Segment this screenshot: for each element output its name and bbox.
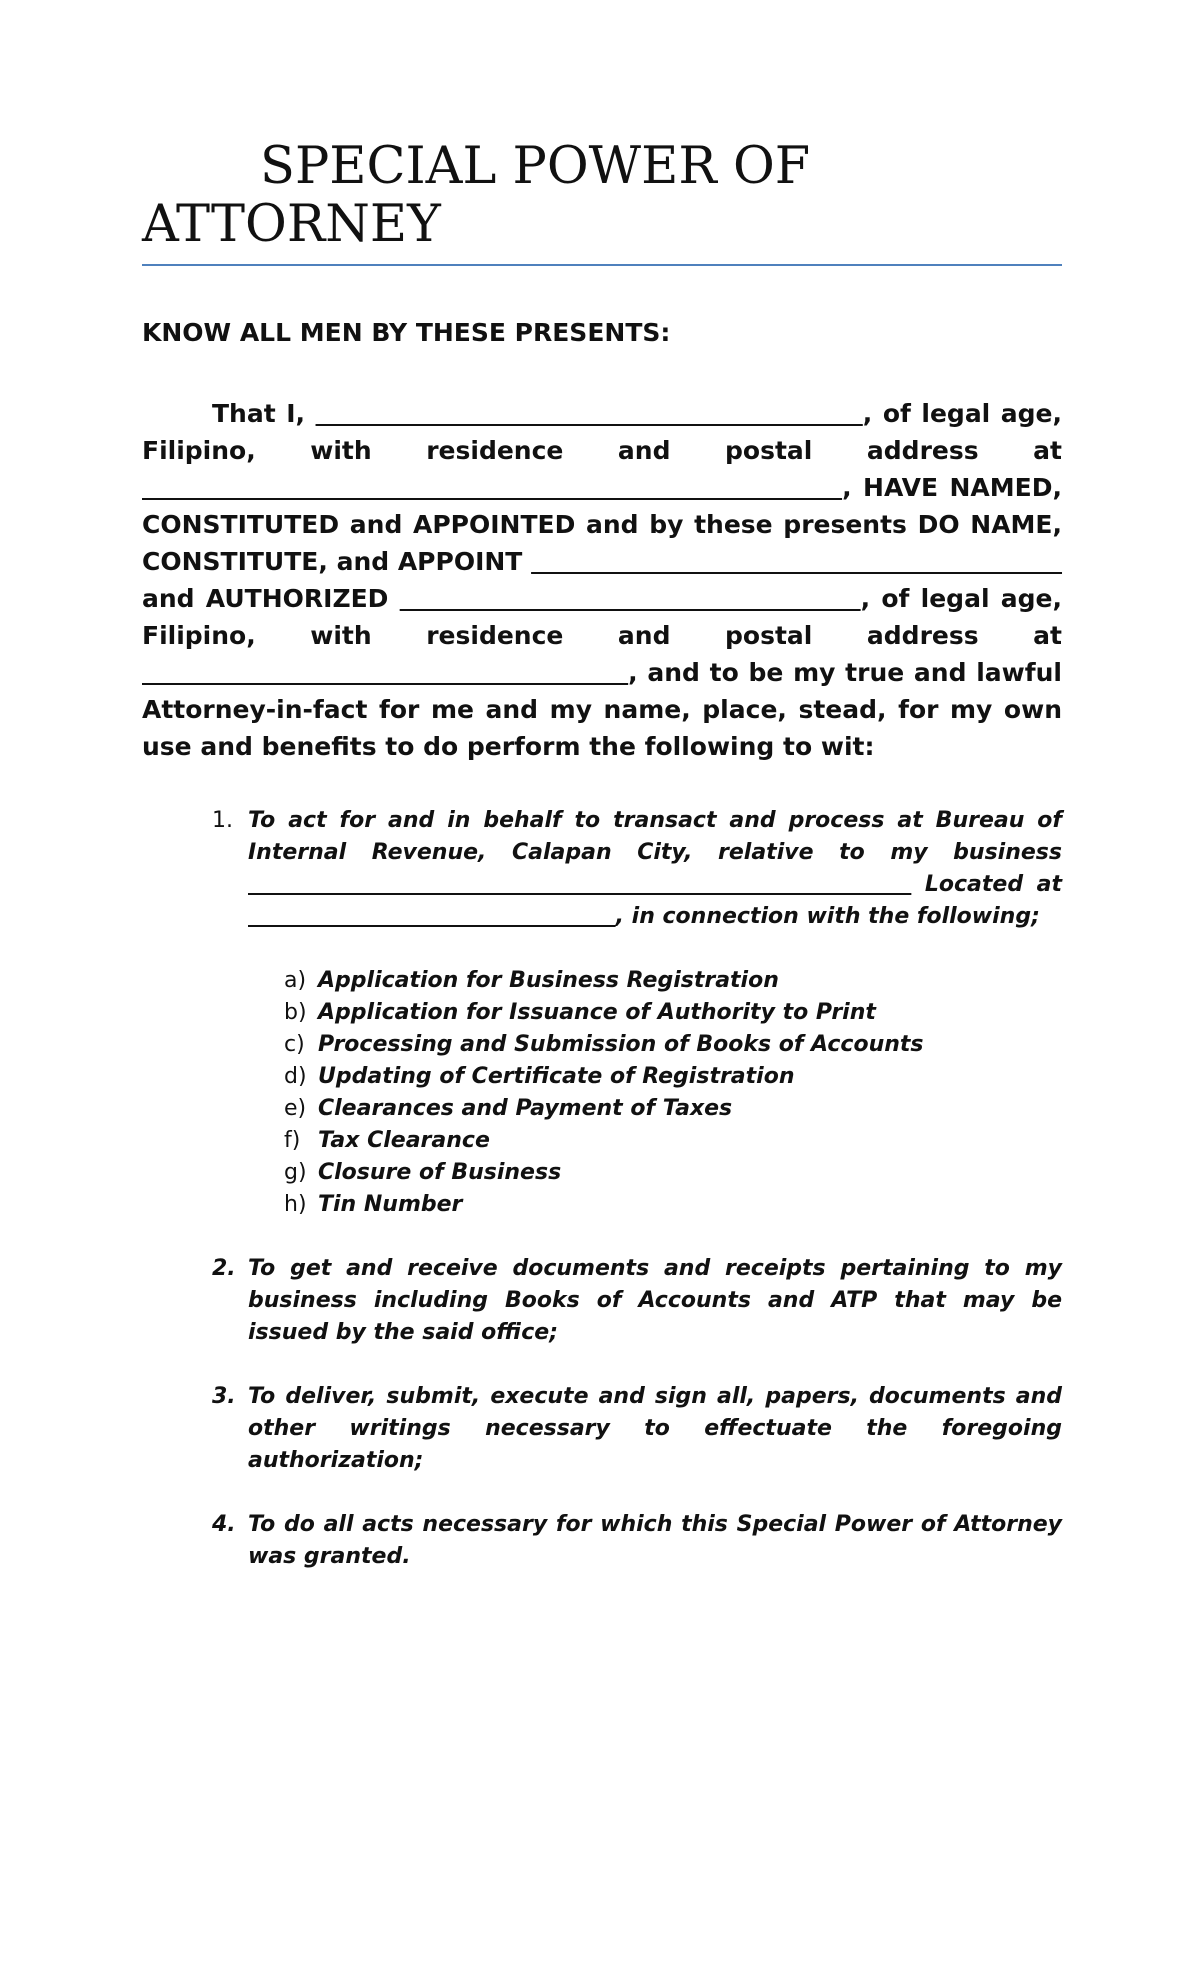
- list-item-text: Tin Number: [318, 1192, 463, 1217]
- list-item: [248, 1061, 1062, 1093]
- principal-name-blank: [316, 399, 863, 428]
- list-item: [248, 1157, 1062, 1189]
- list-letter: h): [284, 1192, 307, 1217]
- power-item-2: [142, 1253, 1062, 1349]
- intro-text-1: That I,: [212, 399, 316, 428]
- list-number: 3.: [212, 1384, 236, 1409]
- list-item: [248, 965, 1062, 997]
- list-letter: e): [284, 1096, 307, 1121]
- list-number: 2.: [212, 1256, 236, 1281]
- list-item: [248, 1093, 1062, 1125]
- list-item: [248, 997, 1062, 1029]
- list-letter: c): [284, 1032, 305, 1057]
- intro-text-6: , and to be my true and lawful Attorney-in-fact for me and my name, place, stead, for my own use and benefits to do perform the following to wit:: [142, 658, 1062, 761]
- business-location-blank: [248, 904, 616, 929]
- list-letter: a): [284, 968, 307, 993]
- authorized-name-blank: [400, 584, 861, 613]
- list-item: [248, 1029, 1062, 1061]
- list-letter: b): [284, 1000, 307, 1025]
- salutation-heading: KNOW ALL MEN BY THESE PRESENTS:: [142, 318, 671, 347]
- intro-text-3: , HAVE NAMED, CONSTITUTED and APPOINTED and by these presents DO NAME, CONSTITUTE, and APPOINT: [142, 473, 1062, 576]
- list-item-text: Clearances and Payment of Taxes: [318, 1096, 733, 1121]
- power-item-3-text: To deliver, submit, execute and sign all, papers, documents and other writings necessary to effectuate the foregoing authorization;: [248, 1384, 1062, 1473]
- list-item-text: Closure of Business: [318, 1160, 562, 1185]
- power-item-1-text-a: To act for and in behalf to transact and process at Bureau of Internal Revenue, Calapan City, relative to my business: [248, 808, 1062, 865]
- list-item-text: Application for Business Registration: [318, 968, 779, 993]
- list-letter: f): [284, 1128, 301, 1153]
- list-item-text: Tax Clearance: [318, 1128, 490, 1153]
- intro-paragraph: [142, 395, 1062, 765]
- intro-text-4: and AUTHORIZED: [142, 584, 400, 613]
- list-number: 4.: [212, 1512, 236, 1537]
- powers-list: [142, 805, 1062, 1573]
- intro-text-2: , of legal age, Filipino, with residence and postal address at: [142, 399, 1062, 465]
- business-name-blank: [248, 872, 911, 897]
- power-item-2-text: To get and receive documents and receipts pertaining to my business including Books of Accounts and ATP that may be issued by the said office;: [248, 1256, 1062, 1345]
- list-item: [248, 1189, 1062, 1221]
- document-page: [142, 138, 1062, 1605]
- intro-text-5: , of legal age, Filipino, with residence and postal address at: [142, 584, 1062, 650]
- list-item-text: Application for Issuance of Authority to Print: [318, 1000, 876, 1025]
- power-item-4-text: To do all acts necessary for which this Special Power of Attorney was granted.: [248, 1512, 1062, 1569]
- principal-address-blank: [142, 473, 842, 502]
- power-item-1: [142, 805, 1062, 1221]
- attorney-name-blank: [531, 547, 1062, 576]
- list-item-text: Updating of Certificate of Registration: [318, 1064, 795, 1089]
- power-item-3: [142, 1381, 1062, 1477]
- list-letter: g): [284, 1160, 307, 1185]
- list-item: [248, 1125, 1062, 1157]
- document-title: SPECIAL POWER OF ATTORNEY: [142, 137, 811, 254]
- attorney-address-blank: [142, 658, 628, 687]
- power-item-1-text-c: , in connection with the following;: [615, 904, 1040, 929]
- list-item-text: Processing and Submission of Books of Accounts: [318, 1032, 924, 1057]
- power-item-4: [142, 1509, 1062, 1573]
- power-item-1-text-b: Located at: [911, 872, 1062, 897]
- transactions-sublist: [248, 965, 1062, 1221]
- list-number: 1.: [212, 808, 233, 833]
- title-divider: [142, 264, 1062, 266]
- list-letter: d): [284, 1064, 307, 1089]
